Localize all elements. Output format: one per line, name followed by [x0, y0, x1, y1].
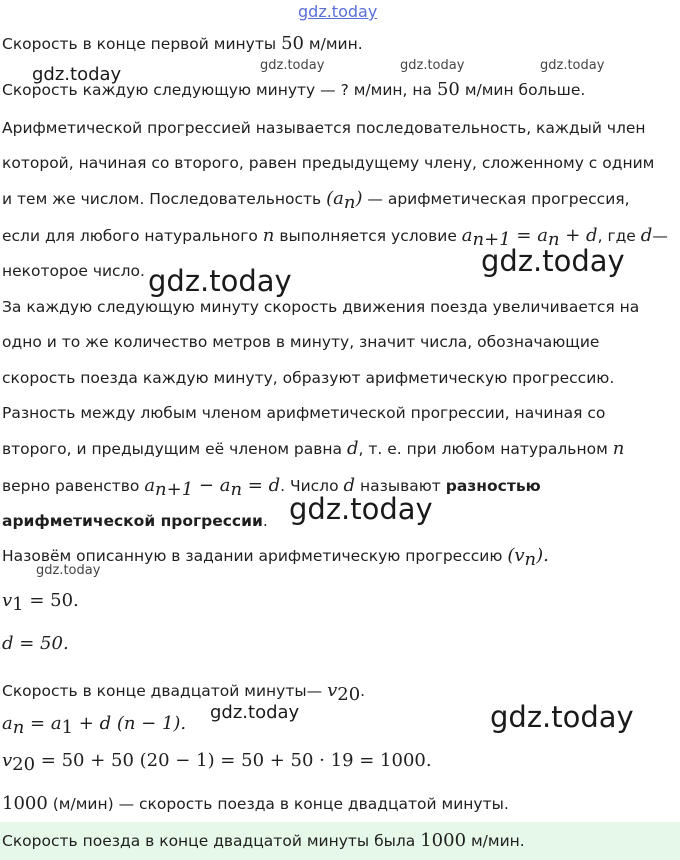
watermark-top[interactable]: gdz.today — [298, 2, 378, 21]
watermark: gdz.today — [481, 244, 625, 278]
watermark: gdz.today — [148, 264, 292, 298]
text-line: скорость поезда каждую минуту, образуют арифметическую прогрессию. — [2, 369, 615, 387]
watermark: gdz.today — [210, 702, 300, 723]
watermark: gdz.today — [490, 700, 634, 734]
answer-text: Скорость поезда в конце двадцатой минуты была 1000 м/мин. — [2, 830, 525, 851]
watermark: gdz.today — [32, 64, 122, 85]
watermark: gdz.today — [260, 58, 325, 73]
watermark: gdz.today — [540, 58, 605, 73]
text-line: Арифметической прогрессией называется последовательность, каждый член — [2, 119, 646, 137]
text-line: и тем же числом. Последовательность $(a_n)$ — арифметическая прогрессия, — [2, 188, 630, 213]
text-line: 1000 (м/мин) — скорость поезда в конце двадцатой минуты. — [2, 793, 509, 814]
text-line: верно равенство $a_{n+1} - a_n = d$. Число d называют разностью — [2, 475, 541, 500]
equation: $a_n = a_1 + d$ (n − 1). — [2, 713, 187, 738]
text-line: Скорость в конце первой минуты 50 м/мин. — [2, 33, 363, 54]
watermark: gdz.today — [289, 492, 433, 526]
text-line: арифметической прогрессии. — [2, 512, 268, 530]
text-line: Назовём описанную в задании арифметическую прогрессию $(v_n)$. — [2, 545, 549, 570]
text-line: одно и то же количество метров в минуту, значит числа, обозначающие — [2, 333, 600, 351]
text-line: второго, и предыдущим её членом равна d, т. е. при любом натуральном n — [2, 438, 625, 459]
watermark: gdz.today — [36, 563, 101, 578]
text-line: которой, начиная со второго, равен предыдущему члену, сложенному с одним — [2, 154, 655, 172]
text-line: За каждую следующую минуту скорость движения поезда увеличивается на — [2, 298, 640, 316]
equation: $v_1 = 50$. — [2, 590, 79, 615]
equation: $v_{20} = 50 + 50$ (20 − 1) = 50 + 50 · 19 = 1000. — [2, 750, 432, 775]
text-line: если для любого натурального n выполняется условие $a_{n+1} = a_n + d$, где d— — [2, 225, 668, 250]
text-line: Скорость в конце двадцатой минуты— $v_{20}$. — [2, 680, 366, 705]
watermark: gdz.today — [400, 58, 465, 73]
equation: d = 50. — [2, 633, 69, 654]
text-line: некоторое число. — [2, 262, 145, 280]
text-line: Скорость каждую следующую минуту — ? м/мин, на 50 м/мин больше. — [2, 79, 586, 100]
text-line: Разность между любым членом арифметической прогрессии, начиная со — [2, 404, 606, 422]
